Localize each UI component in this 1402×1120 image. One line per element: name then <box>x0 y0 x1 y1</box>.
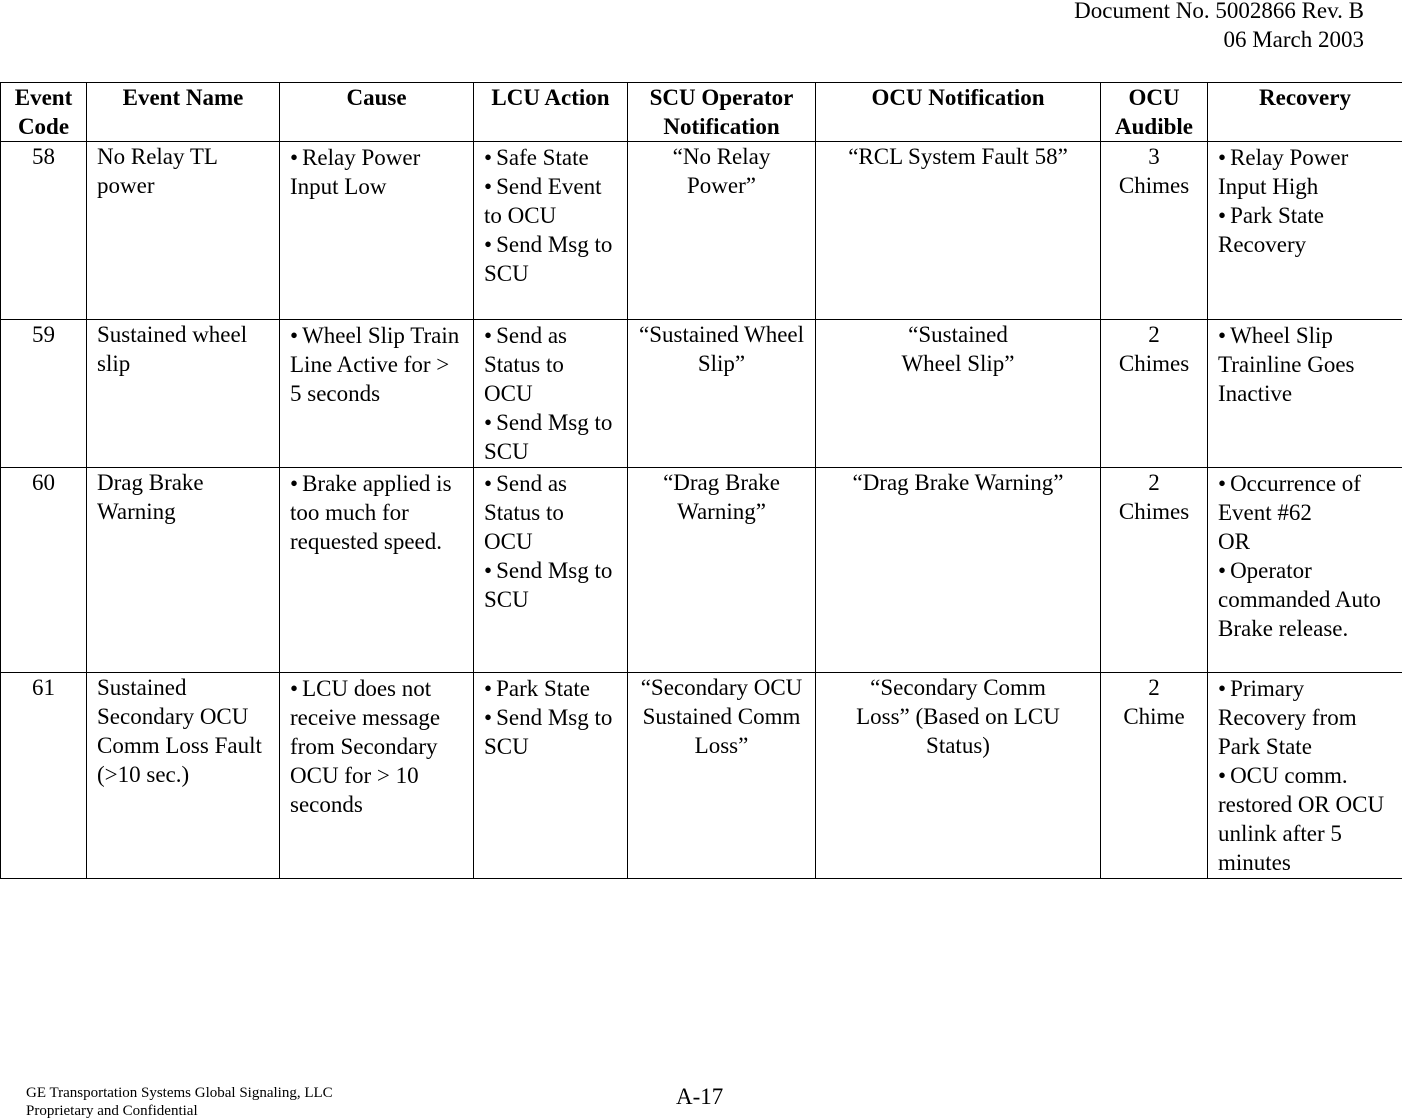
footer-confidentiality: Proprietary and Confidential <box>26 1102 333 1120</box>
footer-company: GE Transportation Systems Global Signaling, LLC <box>26 1084 333 1102</box>
cause-item: • Relay Power Input Low <box>290 143 463 201</box>
page-number: A-17 <box>676 1083 723 1111</box>
event-name-cell: No Relay TL power <box>87 142 280 320</box>
lcu-action-item: • Send Event to OCU <box>484 172 617 230</box>
bullet-icon: • <box>484 232 492 257</box>
cause-cell <box>280 320 474 468</box>
event-name-text: Sustained Secondary OCU Comm Loss Fault (>10 sec.) <box>97 675 262 787</box>
event-code-cell: 59 <box>1 320 87 468</box>
column-header-event-name: Event Name <box>87 83 280 142</box>
table-row <box>1 320 1402 468</box>
cause-cell <box>280 673 474 879</box>
recovery-item: • Relay Power Input High <box>1218 143 1392 201</box>
recovery-item: • Park State Recovery <box>1218 201 1392 259</box>
column-header-ocu-audible: OCU Audible <box>1101 83 1208 142</box>
recovery-item: • OCU comm. restored OR OCU unlink after 5 minutes <box>1218 761 1392 877</box>
cause-cell <box>280 468 474 673</box>
recovery-separator: OR <box>1218 527 1392 556</box>
bullet-icon: • <box>484 323 492 348</box>
ocu-notification-text: “Sustained Wheel Slip” <box>826 320 1090 378</box>
bullet-icon: • <box>484 410 492 435</box>
lcu-action-item: • Send Msg to SCU <box>484 703 617 761</box>
bullet-icon: • <box>1218 558 1226 583</box>
table-header-row <box>1 83 1402 142</box>
recovery-item: • Operator commanded Auto Brake release. <box>1218 556 1392 643</box>
lcu-action-item: • Park State <box>484 674 617 703</box>
bullet-icon: • <box>1218 471 1226 496</box>
lcu-action-item: • Send Msg to SCU <box>484 556 617 614</box>
lcu-action-item: • Send Msg to SCU <box>484 408 617 466</box>
document-header <box>1074 0 1364 54</box>
event-code-cell: 60 <box>1 468 87 673</box>
recovery-item: • Wheel Slip Trainline Goes Inactive <box>1218 321 1392 408</box>
ocu-notification-cell: “Drag Brake Warning” <box>816 468 1101 673</box>
bullet-icon: • <box>1218 203 1226 228</box>
lcu-action-item: • Send as Status to OCU <box>484 321 617 408</box>
lcu-action-cell <box>474 468 628 673</box>
lcu-action-cell <box>474 320 628 468</box>
bullet-icon: • <box>484 174 492 199</box>
column-header-ocu-notification: OCU Notification <box>816 83 1101 142</box>
ocu-audible-cell: 2 Chimes <box>1101 468 1208 673</box>
event-table <box>0 82 1402 879</box>
bullet-icon: • <box>1218 676 1226 701</box>
recovery-cell <box>1208 320 1402 468</box>
document-number: Document No. 5002866 Rev. B <box>1074 0 1364 25</box>
footer-company-block <box>26 1084 333 1120</box>
bullet-icon: • <box>484 471 492 496</box>
lcu-action-item: • Send as Status to OCU <box>484 469 617 556</box>
cause-item: • Brake applied is too much for requested speed. <box>290 469 463 556</box>
ocu-notification-cell <box>816 320 1101 468</box>
scu-notification-cell: “Drag Brake Warning” <box>628 468 816 673</box>
table-row <box>1 673 1402 879</box>
scu-notification-cell: “Secondary OCU Sustained Comm Loss” <box>628 673 816 879</box>
bullet-icon: • <box>290 145 298 170</box>
bullet-icon: • <box>290 471 298 496</box>
table-row <box>1 142 1402 320</box>
lcu-action-item: • Safe State <box>484 143 617 172</box>
ocu-notification-cell: “RCL System Fault 58” <box>816 142 1101 320</box>
bullet-icon: • <box>484 145 492 170</box>
cause-item: • LCU does not receive message from Secondary OCU for > 10 seconds <box>290 674 463 819</box>
ocu-audible-cell <box>1101 673 1208 879</box>
cause-item: • Wheel Slip Train Line Active for > 5 seconds <box>290 321 463 408</box>
bullet-icon: • <box>484 705 492 730</box>
document-date: 06 March 2003 <box>1074 25 1364 54</box>
column-header-recovery: Recovery <box>1208 83 1402 142</box>
recovery-cell <box>1208 673 1402 879</box>
column-header-scu-notification: SCU Operator Notification <box>628 83 816 142</box>
table-row <box>1 468 1402 673</box>
ocu-audible-cell: 2 Chimes <box>1101 320 1208 468</box>
cause-cell <box>280 142 474 320</box>
lcu-action-item: • Send Msg to SCU <box>484 230 617 288</box>
bullet-icon: • <box>290 323 298 348</box>
bullet-icon: • <box>1218 763 1226 788</box>
ocu-audible-cell: 3 Chimes <box>1101 142 1208 320</box>
lcu-action-cell <box>474 673 628 879</box>
column-header-lcu-action: LCU Action <box>474 83 628 142</box>
bullet-icon: • <box>1218 145 1226 170</box>
recovery-item: • Primary Recovery from Park State <box>1218 674 1392 761</box>
event-name-cell: Drag Brake Warning <box>87 468 280 673</box>
event-code-cell: 58 <box>1 142 87 320</box>
bullet-icon: • <box>484 558 492 583</box>
bullet-icon: • <box>290 676 298 701</box>
recovery-cell <box>1208 468 1402 673</box>
event-name-cell: Sustained wheel slip <box>87 320 280 468</box>
ocu-notification-text: “Secondary Comm Loss” (Based on LCU Status) <box>826 673 1090 760</box>
event-name-cell <box>87 673 280 879</box>
event-code-cell: 61 <box>1 673 87 879</box>
recovery-cell <box>1208 142 1402 320</box>
ocu-audible-text: 2 Chime <box>1111 673 1197 731</box>
column-header-cause: Cause <box>280 83 474 142</box>
scu-notification-cell: “No Relay Power” <box>628 142 816 320</box>
bullet-icon: • <box>1218 323 1226 348</box>
scu-notification-cell: “Sustained Wheel Slip” <box>628 320 816 468</box>
recovery-item: • Occurrence of Event #62 <box>1218 469 1392 527</box>
column-header-event-code: Event Code <box>1 83 87 142</box>
ocu-notification-cell <box>816 673 1101 879</box>
lcu-action-cell <box>474 142 628 320</box>
bullet-icon: • <box>484 676 492 701</box>
